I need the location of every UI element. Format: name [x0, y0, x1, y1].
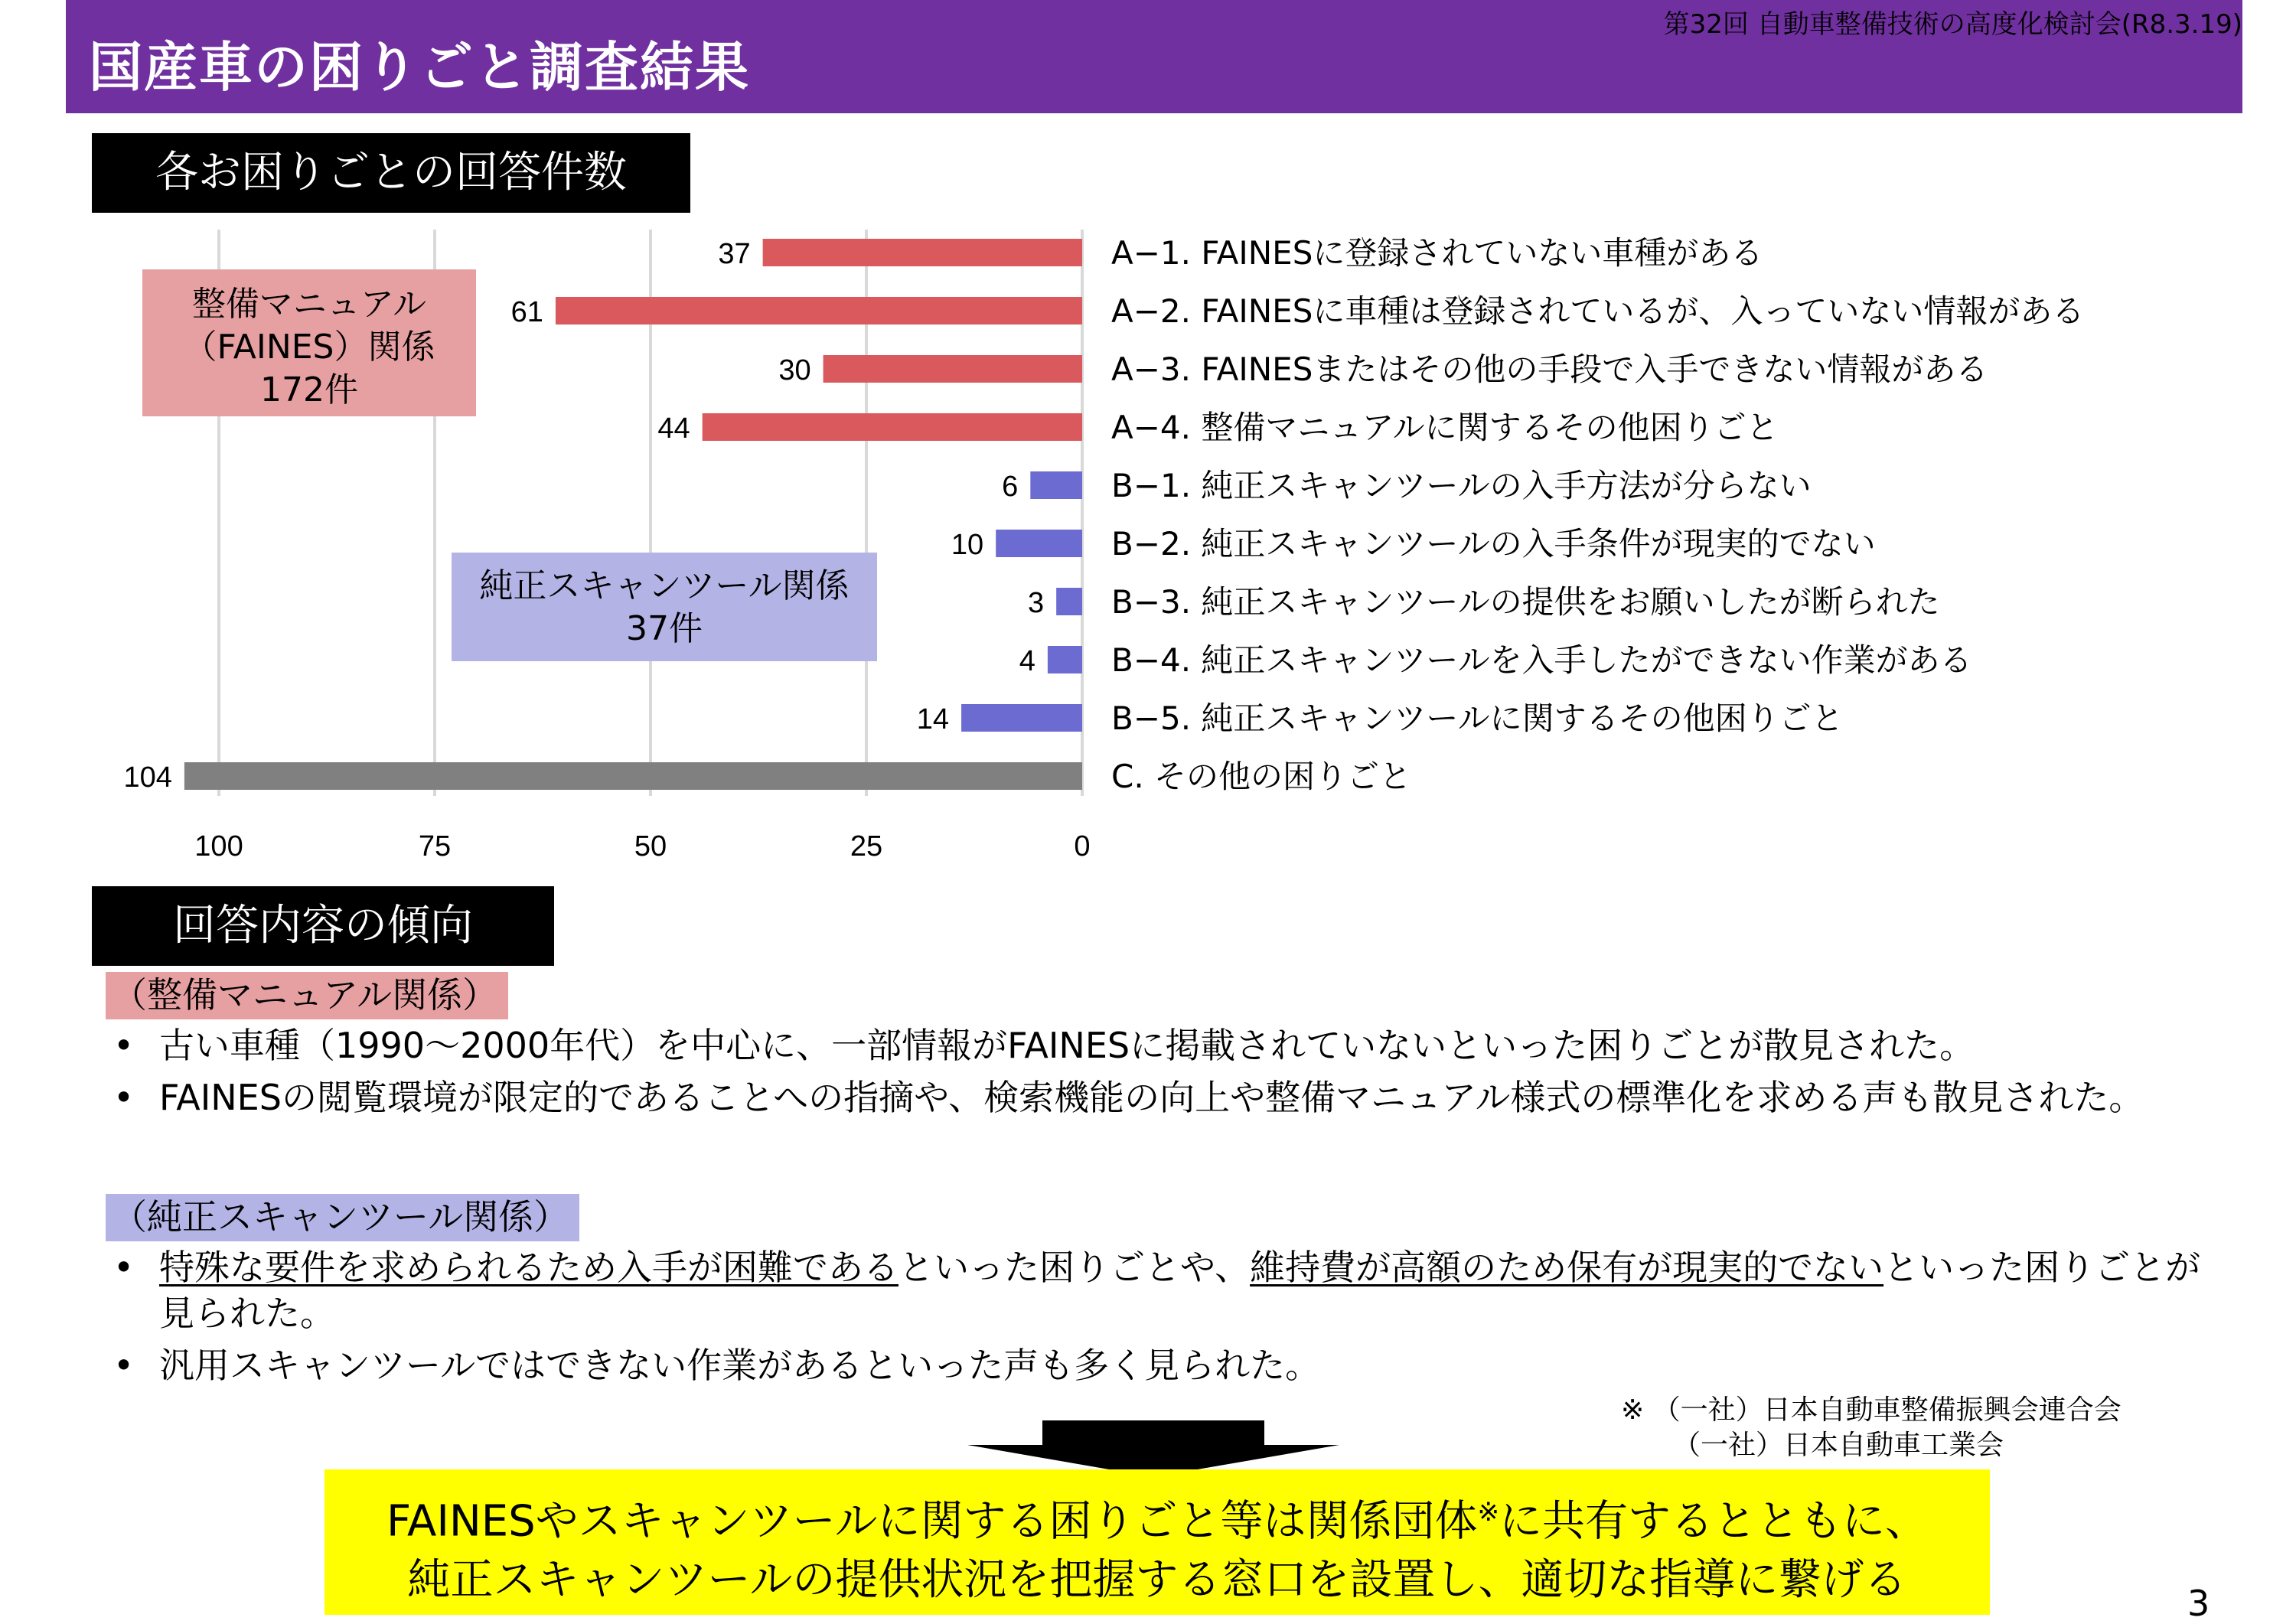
bar	[961, 704, 1082, 732]
underlined-text-cost: 維持費が高額のため保有が現実的でない	[1250, 1247, 1884, 1288]
bullet-mark: •	[113, 1247, 135, 1288]
subheading-manual: （整備マニュアル関係）	[106, 972, 508, 1019]
category-label: A−2. FAINESに車種は登録されているが、入っていない情報がある	[1111, 292, 2085, 330]
category-label: B−5. 純正スキャンツールに関するその他困りごと	[1111, 699, 1844, 737]
bar	[703, 413, 1082, 441]
category-manual-line1: 整備マニュアル	[191, 285, 427, 324]
data-label: 4	[1019, 645, 1035, 677]
x-tick-label: 75	[418, 830, 452, 863]
underlined-text-difficult: 特殊な要件を求められるため入手が困難である	[159, 1247, 899, 1288]
bullet-text: FAINESの閲覧環境が限定的であることへの指摘や、検索機能の向上や整備マニュアル様式の標準化を求める声も散見された。	[159, 1077, 2144, 1118]
bar	[556, 297, 1082, 324]
section-label-counts: 各お困りごとの回答件数	[92, 133, 690, 213]
category-scan-line1: 純正スキャンツール関係	[479, 566, 850, 605]
bar	[996, 530, 1082, 557]
bar	[1048, 646, 1082, 673]
bar	[823, 355, 1082, 383]
data-label: 30	[778, 354, 811, 386]
list-item	[113, 1075, 2226, 1120]
data-label: 10	[951, 529, 984, 561]
category-label: A−1. FAINESに登録されていない車種がある	[1111, 234, 1763, 272]
page-number: 3	[2187, 1583, 2210, 1624]
conclusion-box	[325, 1469, 1990, 1615]
category-label: C. その他の困りごと	[1111, 758, 1412, 795]
data-label: 44	[657, 413, 690, 445]
data-label: 37	[718, 238, 751, 270]
category-manual-line2: （FAINES）関係	[183, 328, 435, 367]
category-label: B−3. 純正スキャンツールの提供をお願いしたが断られた	[1111, 583, 1940, 621]
bullet-text: といった困りごとや、	[899, 1247, 1251, 1288]
category-label: A−3. FAINESまたはその他の手段で入手できない情報がある	[1111, 351, 1988, 388]
bar	[1056, 588, 1082, 615]
data-label: 104	[123, 761, 172, 794]
list-item	[113, 1022, 2226, 1068]
bar	[184, 762, 1082, 790]
bullet-mark: •	[113, 1025, 135, 1066]
bar	[1030, 471, 1082, 499]
category-label: B−1. 純正スキャンツールの入手方法が分らない	[1111, 467, 1812, 504]
x-tick-label: 50	[634, 830, 667, 863]
bullet-text: 汎用スキャンツールではできない作業があるといった声も多く見られた。	[159, 1345, 1321, 1386]
bar	[763, 239, 1082, 266]
data-label: 14	[916, 703, 950, 735]
scan-bullet-list	[113, 1244, 2226, 1388]
manual-bullet-list	[113, 1022, 2226, 1120]
conclusion-text: FAINESやスキャンツールに関する困りごと等は関係団体	[386, 1496, 1478, 1547]
category-box-scan	[452, 553, 877, 661]
meeting-label: 第32回 自動車整備技術の高度化検討会(R8.3.19)	[1663, 9, 2242, 40]
data-label: 3	[1028, 587, 1045, 619]
data-label: 6	[1002, 471, 1019, 503]
footnote-mark: ※	[1477, 1497, 1500, 1528]
bullet-text: といった困りごとが見られた。	[159, 1247, 2201, 1334]
list-item	[113, 1342, 2226, 1388]
category-manual-count: 172件	[260, 370, 358, 409]
category-label: A−4. 整備マニュアルに関するその他困りごと	[1111, 409, 1779, 446]
category-label: B−2. 純正スキャンツールの入手条件が現実的でない	[1111, 525, 1876, 563]
page-title: 国産車の困りごと調査結果	[89, 36, 750, 99]
bullet-mark: •	[113, 1077, 135, 1118]
subheading-scan: （純正スキャンツール関係）	[106, 1194, 579, 1241]
conclusion-line2: 純正スキャンツールの提供状況を把握する窓口を設置し、適切な指導に繋げる	[407, 1554, 1907, 1605]
x-tick-label: 100	[194, 830, 243, 863]
category-box-manual	[142, 269, 476, 416]
footnote-line1: ※ （一社）日本自動車整備振興会連合会	[1621, 1394, 2122, 1426]
conclusion-text: に共有するとともに、	[1499, 1496, 1929, 1547]
footnote-line2: （一社）日本自動車工業会	[1673, 1430, 2004, 1461]
list-item	[113, 1244, 2226, 1336]
conclusion-line1	[325, 1483, 1990, 1551]
x-tick-label: 0	[1074, 830, 1091, 863]
bullet-mark: •	[113, 1345, 135, 1386]
x-tick-label: 25	[850, 830, 883, 863]
category-scan-count: 37件	[626, 609, 703, 648]
section-label-trends: 回答内容の傾向	[92, 886, 554, 966]
bullet-text: 古い車種（1990～2000年代）を中心に、一部情報がFAINESに掲載されていないといった困りごとが散見された。	[159, 1025, 1975, 1066]
footnote	[1621, 1393, 2122, 1463]
data-label: 61	[510, 296, 543, 328]
category-label: B−4. 純正スキャンツールを入手したができない作業がある	[1111, 641, 1972, 679]
